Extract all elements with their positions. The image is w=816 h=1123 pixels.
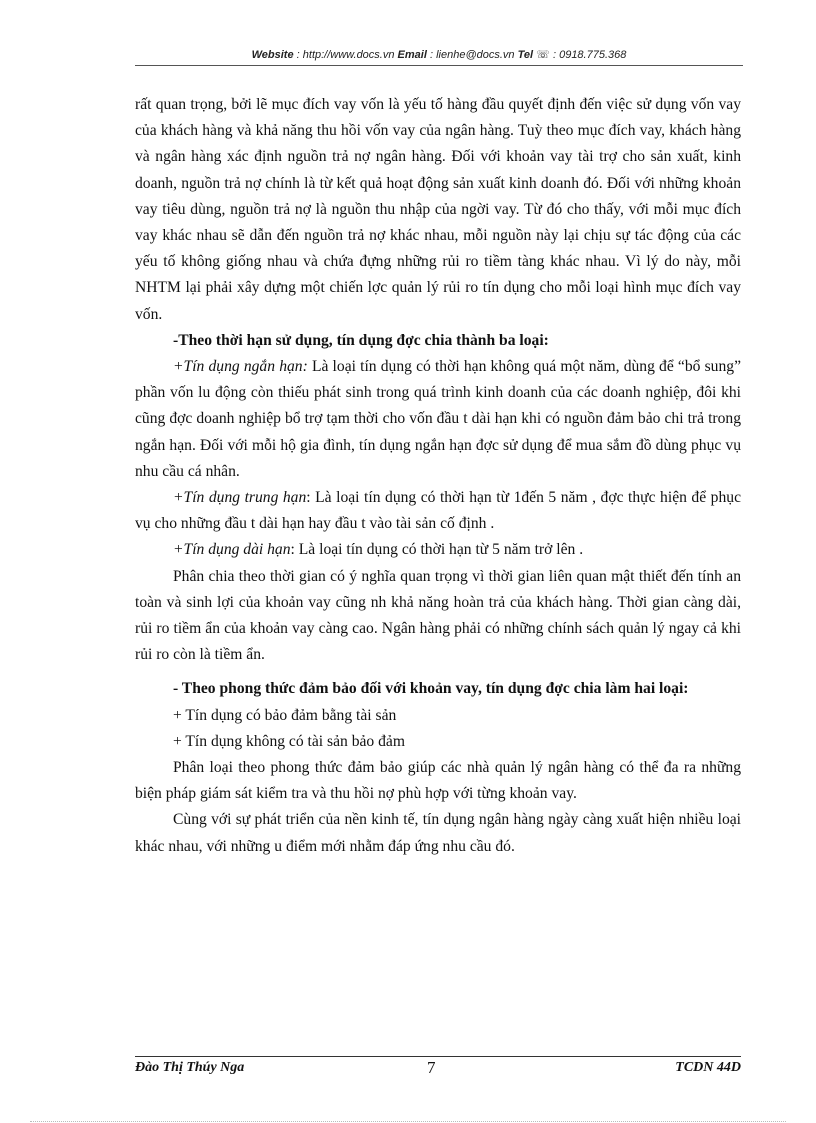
paragraph-time-significance: Phân chia theo thời gian có ý nghĩa quan trọng vì thời gian liên quan mật thiết đến tính an toàn và sinh lợi của khoản vay cũng nh khả năng hoàn trả của khách hàng. Thời gian càng dài, rủi ro tiềm ẩn của khoản vay càng cao. Ngân hàng phải có những chính sách quản lý ngay cả khi rủi ro còn là tiềm ẩn. bbox=[135, 567, 741, 664]
page-number: 7 bbox=[427, 1058, 436, 1077]
short-term-text: Là loại tín dụng có thời hạn không quá một năm, dùng để “bổ sung” phần vốn lu động còn thiếu phát sinh trong quá trình kinh doanh của các doanh nghiệp, đôi khi cũng đợc doanh nghiệp bổ trợ tạm thời cho vốn đầu t dài hạn khi có nguồn đảm bảo chi trả trong ngắn hạn. Đối với mỗi hộ gia đình, tín dụng ngắn hạn đợc sử dụng để mua sắm đồ dùng phục vụ nhu cầu cá nhân. bbox=[135, 358, 741, 480]
short-term-label: +Tín dụng ngắn hạn: bbox=[173, 358, 308, 376]
website-value[interactable]: : http://www.docs.vn bbox=[296, 49, 395, 61]
website-label: Website bbox=[251, 49, 294, 61]
list-item-secured: + Tín dụng có bảo đảm bằng tài sản bbox=[173, 706, 397, 724]
paragraph-long-term bbox=[135, 537, 741, 563]
paragraph-purpose: rất quan trọng, bởi lẽ mục đích vay vốn là yếu tố hàng đầu quyết định đến việc sử dụng vốn vay của khách hàng và khả năng thu hồi vốn vay của ngân hàng. Tuỳ theo mục đích vay, khách hàng và ngân hàng xác định nguồn trả nợ ngân hàng. Đối với khoản vay tài trợ cho sản xuất, kinh doanh, nguồn trả nợ chính là từ kết quả hoạt động sản xuất kinh doanh đó. Đối với những khoản vay tiêu dùng, nguồn trả nợ là nguồn thu nhập của ngời vay. Từ đó cho thấy, với mỗi mục đích vay khác nhau sẽ dẫn đến nguồn trả nợ khác nhau, mỗi nguồn này lại chịu sự tác động của các yếu tố không giống nhau và chứa đựng những rủi ro tiềm tàng khác nhau. Vì lý do này, mỗi NHTM lại phải xây dựng một chiến lợc quản lý rủi ro tín dụng cho mỗi loại hình mục đích vay vốn. bbox=[135, 96, 741, 323]
footer-author: Đào Thị Thúy Nga bbox=[135, 1060, 245, 1075]
page-footer bbox=[135, 1058, 741, 1082]
paragraph-guarantee: Phân loại theo phong thức đảm bảo giúp các nhà quản lý ngân hàng có thể đa ra những biện pháp giám sát kiểm tra và thu hồi nợ phù hợp với từng khoản vay. bbox=[135, 759, 741, 803]
document-body bbox=[135, 92, 741, 860]
long-term-label: +Tín dụng dài hạn bbox=[173, 541, 291, 559]
email-label: Email bbox=[397, 49, 427, 61]
footer-class-code: TCDN 44D bbox=[675, 1060, 741, 1075]
page-header bbox=[135, 48, 743, 66]
long-term-text: : Là loại tín dụng có thời hạn từ 5 năm trở lên . bbox=[290, 541, 584, 559]
phone-icon: ☏ bbox=[536, 49, 550, 61]
tel-label: Tel bbox=[517, 49, 534, 61]
list-item-unsecured: + Tín dụng không có tài sản bảo đảm bbox=[173, 732, 405, 750]
tel-value: : 0918.775.368 bbox=[552, 49, 627, 61]
heading-term-classification: -Theo thời hạn sử dụng, tín dụng đợc chia thành ba loại: bbox=[173, 331, 549, 349]
footer-divider bbox=[135, 1056, 741, 1057]
email-value[interactable]: : lienhe@docs.vn bbox=[429, 49, 515, 61]
medium-term-text: : Là loại tín dụng có thời hạn từ 1đến 5 năm , đợc thực hiện để phục vụ cho những đầu t dài hạn hay đầu t vào tài sản cố định . bbox=[135, 489, 741, 533]
page-bottom-border bbox=[30, 1121, 786, 1122]
heading-guarantee-classification: - Theo phong thức đảm bảo đối với khoản vay, tín dụng đợc chia làm hai loại: bbox=[173, 680, 689, 698]
paragraph-medium-term bbox=[135, 485, 741, 537]
paragraph-development: Cùng với sự phát triển của nền kinh tế, tín dụng ngân hàng ngày càng xuất hiện nhiều loại khác nhau, với những u điểm mới nhằm đáp ứng nhu cầu đó. bbox=[135, 811, 741, 855]
medium-term-label: +Tín dụng trung hạn bbox=[173, 489, 307, 507]
paragraph-short-term bbox=[135, 354, 741, 485]
